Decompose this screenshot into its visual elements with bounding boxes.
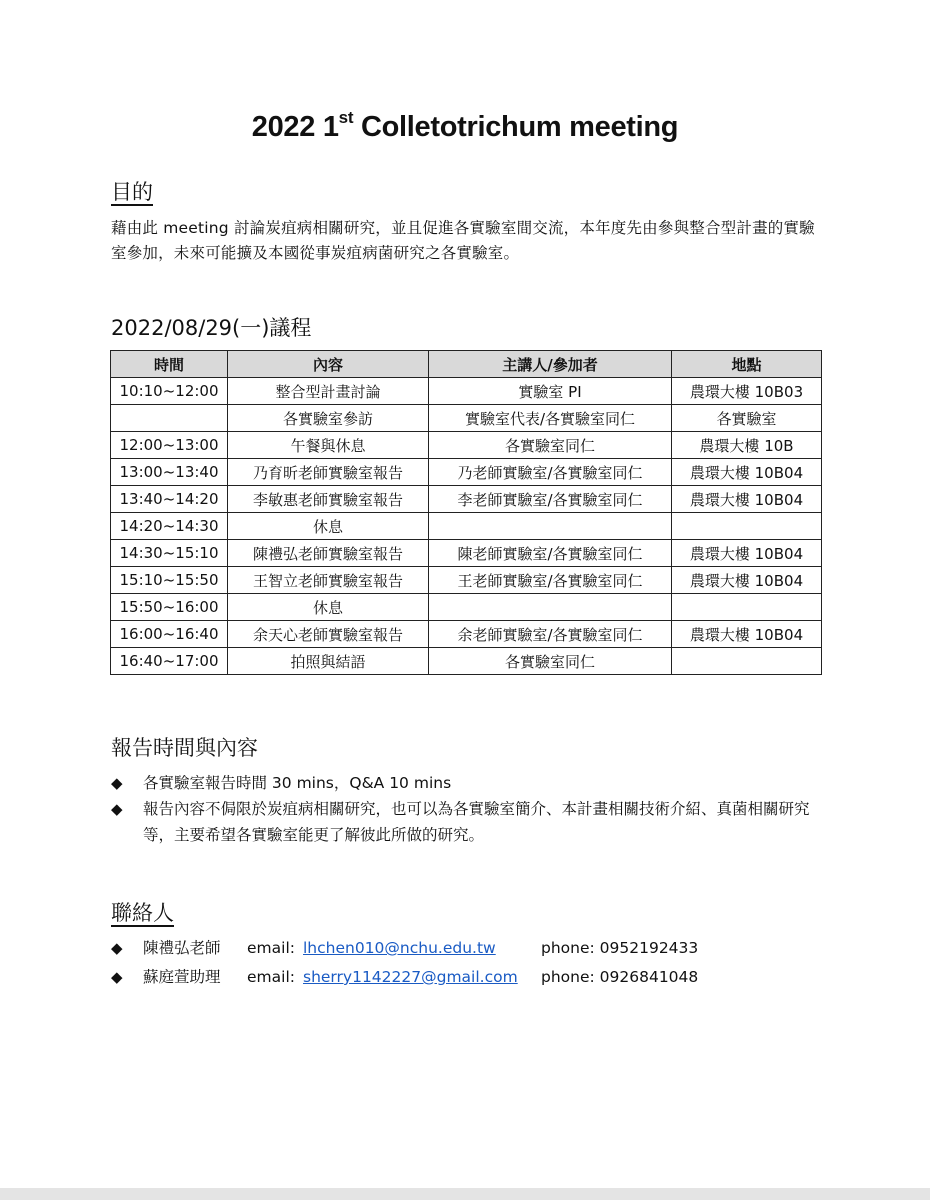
contacts-heading: 聯絡人 — [111, 901, 174, 925]
cell-speaker: 各實驗室同仁 — [429, 648, 672, 675]
table-row — [111, 594, 822, 621]
cell-location: 農環大樓 10B04 — [672, 459, 822, 486]
cell-content: 李敏惠老師實驗室報告 — [228, 486, 429, 513]
email-label: email: — [247, 939, 295, 957]
table-row — [111, 621, 822, 648]
agenda-body — [111, 378, 822, 675]
agenda-heading: 2022/08/29(一)議程 — [111, 316, 312, 340]
cell-speaker: 李老師實驗室/各實驗室同仁 — [429, 486, 672, 513]
cell-location: 農環大樓 10B — [672, 432, 822, 459]
title-text: Colletotrichum meeting — [353, 111, 679, 143]
cell-content: 休息 — [228, 513, 429, 540]
cell-time: 15:50~16:00 — [111, 594, 228, 621]
phone-number: phone: 0952192433 — [541, 939, 699, 957]
col-header-location: 地點 — [672, 351, 822, 378]
diamond-bullet-icon: ◆ — [111, 774, 123, 792]
cell-time: 10:10~12:00 — [111, 378, 228, 405]
cell-location: 農環大樓 10B03 — [672, 378, 822, 405]
table-row — [111, 486, 822, 513]
cell-speaker: 實驗室 PI — [429, 378, 672, 405]
cell-time: 12:00~13:00 — [111, 432, 228, 459]
cell-speaker: 各實驗室同仁 — [429, 432, 672, 459]
cell-time: 15:10~15:50 — [111, 567, 228, 594]
report-item-text: 各實驗室報告時間 30 mins，Q&A 10 mins — [143, 774, 452, 792]
diamond-bullet-icon: ◆ — [111, 939, 123, 957]
col-header-time: 時間 — [111, 351, 228, 378]
cell-content: 王智立老師實驗室報告 — [228, 567, 429, 594]
table-row — [111, 432, 822, 459]
list-item — [111, 796, 811, 848]
agenda-header-row — [111, 351, 822, 378]
cell-speaker: 陳老師實驗室/各實驗室同仁 — [429, 540, 672, 567]
report-list — [111, 770, 811, 848]
email-link[interactable]: lhchen010@nchu.edu.tw — [303, 939, 496, 957]
email-link[interactable]: sherry1142227@gmail.com — [303, 968, 518, 986]
cell-location: 農環大樓 10B04 — [672, 540, 822, 567]
report-item-text: 報告內容不侷限於炭疽病相關研究，也可以為各實驗室簡介、本計畫相關技術介紹、真菌相關研究等，主要希望各實驗室能更了解彼此所做的研究。 — [143, 800, 810, 844]
cell-content: 整合型計畫討論 — [228, 378, 429, 405]
contact-name: 陳禮弘老師 — [143, 939, 221, 957]
cell-content: 乃育昕老師實驗室報告 — [228, 459, 429, 486]
email-label: email: — [247, 968, 295, 986]
cell-location: 農環大樓 10B04 — [672, 567, 822, 594]
purpose-heading: 目的 — [111, 180, 153, 204]
cell-speaker: 王老師實驗室/各實驗室同仁 — [429, 567, 672, 594]
document-title — [0, 108, 930, 144]
purpose-paragraph: 藉由此 meeting 討論炭疽病相關研究，並且促進各實驗室間交流，本年度先由參與整合型計畫的實驗室參加，未來可能擴及本國從事炭疽病菌研究之各實驗室。 — [111, 219, 815, 262]
cell-time: 14:30~15:10 — [111, 540, 228, 567]
report-heading: 報告時間與內容 — [111, 736, 258, 760]
cell-speaker — [429, 513, 672, 540]
cell-content: 拍照與結語 — [228, 648, 429, 675]
title-year: 2022 1 — [251, 111, 339, 143]
cell-location: 農環大樓 10B04 — [672, 621, 822, 648]
cell-content: 陳禮弘老師實驗室報告 — [228, 540, 429, 567]
table-row — [111, 405, 822, 432]
contacts-list — [111, 935, 811, 993]
agenda-table — [110, 350, 822, 675]
cell-content: 各實驗室參訪 — [228, 405, 429, 432]
table-row — [111, 567, 822, 594]
cell-content: 余天心老師實驗室報告 — [228, 621, 429, 648]
cell-location — [672, 594, 822, 621]
cell-speaker: 乃老師實驗室/各實驗室同仁 — [429, 459, 672, 486]
table-row — [111, 513, 822, 540]
table-row — [111, 540, 822, 567]
cell-location: 各實驗室 — [672, 405, 822, 432]
table-row — [111, 378, 822, 405]
cell-time: 13:40~14:20 — [111, 486, 228, 513]
table-row — [111, 459, 822, 486]
cell-time: 16:40~17:00 — [111, 648, 228, 675]
cell-content: 午餐與休息 — [228, 432, 429, 459]
contact-row — [111, 964, 811, 993]
cell-location — [672, 648, 822, 675]
list-item — [111, 770, 811, 796]
cell-speaker: 余老師實驗室/各實驗室同仁 — [429, 621, 672, 648]
cell-location: 農環大樓 10B04 — [672, 486, 822, 513]
contact-row — [111, 935, 811, 964]
cell-time — [111, 405, 228, 432]
cell-time: 14:20~14:30 — [111, 513, 228, 540]
diamond-bullet-icon: ◆ — [111, 800, 123, 818]
cell-content: 休息 — [228, 594, 429, 621]
phone-number: phone: 0926841048 — [541, 968, 699, 986]
cell-location — [672, 513, 822, 540]
cell-speaker: 實驗室代表/各實驗室同仁 — [429, 405, 672, 432]
table-row — [111, 648, 822, 675]
cell-time: 13:00~13:40 — [111, 459, 228, 486]
col-header-speaker: 主講人/參加者 — [429, 351, 672, 378]
title-ordinal: st — [338, 108, 354, 127]
cell-time: 16:00~16:40 — [111, 621, 228, 648]
page-bottom-edge — [0, 1188, 930, 1200]
diamond-bullet-icon: ◆ — [111, 968, 123, 986]
cell-speaker — [429, 594, 672, 621]
col-header-content: 內容 — [228, 351, 429, 378]
contact-name: 蘇庭萱助理 — [143, 968, 221, 986]
